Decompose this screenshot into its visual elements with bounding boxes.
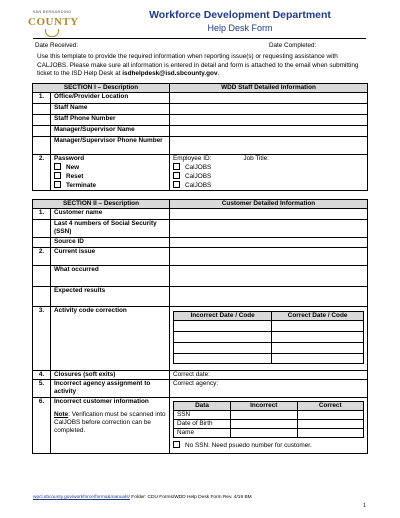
password-detail-cell [170,155,368,191]
page-number: 1 [362,503,366,509]
system-option[interactable] [173,181,364,190]
what-occurred-label: What occurred [51,266,170,287]
name-row-label: Name [174,429,231,438]
manager-phone-field[interactable] [170,137,368,155]
row-number: 2. [33,155,51,191]
password-option-reset[interactable] [54,172,166,181]
footer-link[interactable]: wpcl.sbcounty.gov/workforce/forms&manuals/ [33,495,130,500]
ssn-label: Last 4 numbers of Social Security (SSN) [51,220,170,238]
checkbox-icon[interactable] [54,172,61,179]
staff-name-label: Staff Name [51,104,170,115]
ssn-row-label: SSN [174,411,231,420]
section-2-table [32,199,368,454]
customer-info-cell [51,398,170,454]
customer-name-label: Customer name [51,209,170,220]
current-issue-label: Current issue [51,248,170,266]
what-occurred-field[interactable] [170,266,368,287]
source-id-field[interactable] [170,238,368,248]
activity-incorrect-cell[interactable] [174,343,272,354]
correct-date-label[interactable]: Correct date: [170,371,368,380]
activity-correct-cell[interactable] [272,354,364,364]
customer-info-label: Incorrect customer information [54,398,149,405]
activity-code-label: Activity code correction [51,307,170,371]
system-option[interactable] [173,163,364,172]
current-issue-field[interactable] [170,248,368,266]
system-label: CalJOBS [185,173,212,180]
note-label: Note [54,411,69,418]
footer-text: Folder: CDU Forms/WDD Help Desk Form Rev. 4/19 BM [129,495,252,500]
password-option-new[interactable] [54,163,166,172]
correct-column-header: Correct [297,402,364,411]
intro-text: Use this template to provide the required information when reporting issue(s) or requesting assistance with CALJOBS. Please make sure all information is entered in detail and form is attached to the email when submitting ticket to the ISD Help Desk at [37,53,359,77]
row-number [33,287,51,307]
row-number: 3. [33,307,51,371]
manager-name-label: Manager/Supervisor Name [51,126,170,137]
row-number [33,220,51,238]
note-text: : Verification must be scanned into CalJOBS before correction can be completed. [54,411,166,434]
row-number [33,115,51,126]
system-label: CalJOBS [185,182,212,189]
ssn-correct-cell[interactable] [297,411,364,420]
row-number: 2. [33,248,51,266]
checkbox-icon[interactable] [54,181,61,188]
row-number [33,266,51,287]
checkbox-icon[interactable] [173,181,180,188]
expected-results-label: Expected results [51,287,170,307]
system-label: CalJOBS [185,164,212,171]
date-received-label: Date Received: [35,42,79,49]
section-2-header: SECTION II – Description [33,200,170,209]
section-1-info-header: WDD Staff Detailed Information [170,84,368,93]
dob-row-label: Date of Birth [174,420,231,429]
footer [33,495,252,500]
activity-correct-cell[interactable] [272,332,364,343]
customer-name-field[interactable] [170,209,368,220]
name-incorrect-cell[interactable] [231,429,298,438]
correct-date-code-header: Correct Date / Code [272,312,364,321]
option-label: Reset [66,173,84,180]
staff-phone-field[interactable] [170,115,368,126]
option-label: New [66,164,80,171]
ssn-incorrect-cell[interactable] [231,411,298,420]
customer-info-table [173,401,364,438]
activity-code-cell [170,307,368,371]
customer-info-detail-cell [170,398,368,454]
agency-assignment-label: Incorrect agency assignment to activity [51,380,170,398]
logo-wordmark: COUNTY [28,16,79,28]
row-number [33,104,51,115]
row-number: 4. [33,371,51,380]
system-option[interactable] [173,172,364,181]
data-column-header: Data [174,402,231,411]
row-number [33,238,51,248]
manager-name-field[interactable] [170,126,368,137]
staff-name-field[interactable] [170,104,368,115]
activity-incorrect-cell[interactable] [174,354,272,364]
no-ssn-option[interactable] [173,441,364,450]
correct-agency-label[interactable]: Correct agency: [170,380,368,398]
password-cell [51,155,170,191]
section-1-table [32,83,368,191]
incorrect-column-header: Incorrect [231,402,298,411]
no-ssn-label: No SSN. Need psuedo number for customer. [185,442,312,449]
row-number [33,137,51,155]
checkbox-icon[interactable] [54,163,61,170]
name-correct-cell[interactable] [297,429,364,438]
checkbox-icon[interactable] [173,163,180,170]
closures-label: Closures (soft exits) [51,371,170,380]
dob-incorrect-cell[interactable] [231,420,298,429]
row-number: 6. [33,398,51,454]
section-2-info-header: Customer Detailed Information [170,200,368,209]
source-id-label: Source ID [51,238,170,248]
office-location-field[interactable] [170,93,368,104]
checkbox-icon[interactable] [173,441,180,448]
row-number: 1. [33,93,51,104]
row-number: 1. [33,209,51,220]
row-number [33,126,51,137]
incorrect-date-code-header: Incorrect Date / Code [174,312,272,321]
activity-incorrect-cell[interactable] [174,321,272,332]
password-option-terminate[interactable] [54,181,166,190]
ssn-field[interactable] [170,220,368,238]
staff-phone-label: Staff Phone Number [51,115,170,126]
activity-correct-cell[interactable] [272,321,364,332]
activity-code-table [173,311,364,364]
page-subtitle: Help Desk Form [207,23,273,33]
job-title-label: Job Title: [243,155,269,162]
activity-incorrect-cell[interactable] [174,332,272,343]
date-completed-label: Date Completed: [269,42,317,49]
logo-top-text: SAN BERNARDINO [32,9,72,14]
intro-end: . [217,70,220,77]
manager-phone-label: Manager/Supervisor Phone Number [51,137,170,155]
row-number: 5. [33,380,51,398]
page-title: Workforce Development Department [149,9,331,21]
office-location-label: Office/Provider Location [51,93,170,104]
activity-correct-cell[interactable] [272,343,364,354]
header-divider [33,38,366,39]
help-desk-email[interactable]: isdhelpdesk@isd.sbcounty.gov [122,70,218,77]
checkbox-icon[interactable] [173,172,180,179]
intro-paragraph [37,53,367,79]
section-1-header: SECTION I – Description [33,84,170,93]
employee-id-label: Employee ID: [173,155,212,162]
option-label: Terminate [66,182,97,189]
expected-results-field[interactable] [170,287,368,307]
dob-correct-cell[interactable] [297,420,364,429]
password-label: Password [54,155,85,162]
